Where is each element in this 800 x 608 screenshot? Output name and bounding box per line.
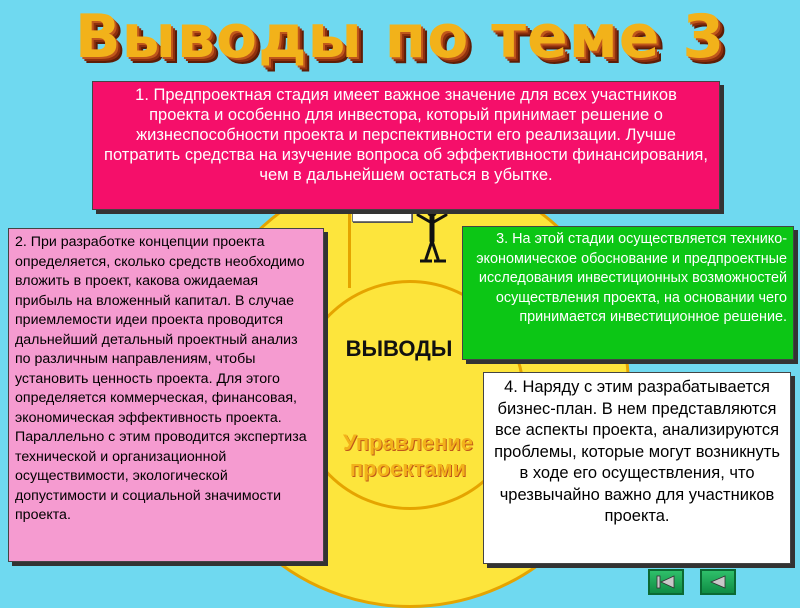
center-label: ВЫВОДЫ xyxy=(345,336,453,361)
skip-to-first-icon xyxy=(654,574,678,590)
first-slide-button[interactable] xyxy=(648,569,684,595)
previous-icon xyxy=(706,574,730,590)
brand-label xyxy=(318,430,498,482)
conclusion-box-1: 1. Предпроектная стадия имеет важное значение для всех участников проекта и особенно для инвестора, который принимает решение о жизнеспособности проекта и перспективности его реализации. Лучше потратить средства на изучение вопроса об эффективности финансирования, чем в дальнейшем остаться в убытке. xyxy=(92,81,720,210)
conclusion-box-4: 4. Наряду с этим разрабатывается бизнес-план. В нем представляются все аспекты проекта, анализируются проблемы, которые могут возникнуть в ходе его осуществления, что чрезвычайно важно для участников проекта. xyxy=(483,372,791,564)
previous-slide-button[interactable] xyxy=(700,569,736,595)
conclusion-box-3: 3. На этой стадии осуществляется технико-экономическое обоснование и предпроектные исследования инвестиционных возможностей осуществления проекта, на основании чего принимается инвестиционное решение. xyxy=(462,226,794,360)
brand-line-1: Управление xyxy=(342,430,473,455)
stick-figure-illustration xyxy=(410,205,454,267)
slide-title: Выводы по теме 3 xyxy=(74,2,726,72)
conclusion-box-2: 2. При разработке концепции проекта определяется, сколько средств необходимо вложить в проект, какова ожидаемая прибыль на вложенный капитал. В случае приемлемости идеи проекта проводится дальнейший детальный проектный анализ по различным направлениям, чтобы установить ценность проекта. Для этого определяется коммерческая, финансовая, экономическая эффективность проекта. Параллельно с этим проводится экспертиза технической и организационной осуществимости, экологической допустимости и социальной значимости проекта. xyxy=(8,228,324,562)
divider-line xyxy=(348,198,351,288)
brand-line-2: проектами xyxy=(349,456,467,481)
